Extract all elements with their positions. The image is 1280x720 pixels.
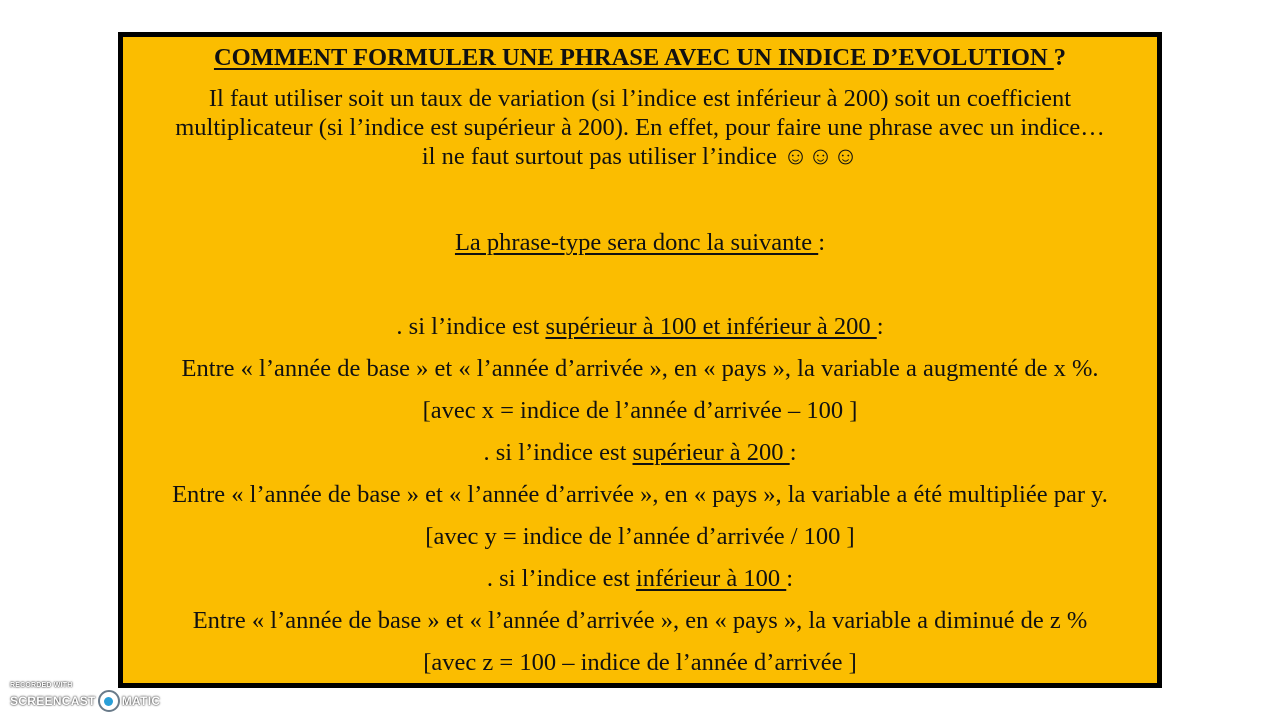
case-1-suffix: : xyxy=(876,313,884,340)
intro-line-1: Il faut utiliser soit un taux de variation (si l’indice est inférieur à 200) soit un coefficient xyxy=(208,85,1072,112)
phrase-type-colon: : xyxy=(818,229,826,256)
case-1-formula: [avec x = indice de l’année d’arrivée – 100 ] xyxy=(422,397,858,424)
watermark-recorded-with: RECORDED WITH xyxy=(10,682,73,689)
case-2-formula: [avec y = indice de l’année d’arrivée / 100 ] xyxy=(425,523,855,550)
case-1-condition xyxy=(123,312,1157,341)
slide-title xyxy=(123,43,1157,72)
intro-line-2: multiplicateur (si l’indice est supérieur à 200). En effet, pour faire une phrase avec un indice… xyxy=(175,114,1105,141)
watermark-brand-right: MATIC xyxy=(121,694,161,708)
case-2-prefix: . si l’indice est xyxy=(483,439,633,466)
case-2-condition-text: supérieur à 200 xyxy=(632,439,790,466)
slide-box xyxy=(118,32,1162,688)
phrase-type-heading xyxy=(123,228,1157,257)
intro-line-3: il ne faut surtout pas utiliser l’indice ☺☺☺ xyxy=(421,143,859,170)
case-3-prefix: . si l’indice est xyxy=(486,565,636,592)
case-2-sentence: Entre « l’année de base » et « l’année d’arrivée », en « pays », la variable a été multipliée par y. xyxy=(172,481,1108,508)
screencast-watermark xyxy=(10,682,160,712)
screencast-o-matic-logo-icon xyxy=(98,690,120,712)
case-3-condition-text: inférieur à 100 xyxy=(635,565,787,592)
case-2-condition xyxy=(123,438,1157,467)
watermark-brand-left: SCREENCAST xyxy=(10,694,96,708)
case-3-sentence: Entre « l’année de base » et « l’année d’arrivée », en « pays », la variable a diminué de z % xyxy=(192,607,1088,634)
case-1-sentence: Entre « l’année de base » et « l’année d’arrivée », en « pays », la variable a augmenté de x %. xyxy=(181,355,1099,382)
slide-title-question-mark: ? xyxy=(1053,44,1067,71)
case-1-prefix: . si l’indice est xyxy=(396,313,546,340)
intro-paragraph xyxy=(123,84,1157,171)
case-3-formula: [avec z = 100 – indice de l’année d’arrivée ] xyxy=(423,649,857,676)
case-3-suffix: : xyxy=(786,565,794,592)
case-3-condition xyxy=(123,564,1157,593)
phrase-type-text: La phrase-type sera donc la suivante xyxy=(454,229,819,256)
slide-title-text: COMMENT FORMULER UNE PHRASE AVEC UN INDICE D’EVOLUTION xyxy=(213,44,1054,71)
case-1-condition-text: supérieur à 100 et inférieur à 200 xyxy=(545,313,877,340)
case-2-suffix: : xyxy=(789,439,797,466)
